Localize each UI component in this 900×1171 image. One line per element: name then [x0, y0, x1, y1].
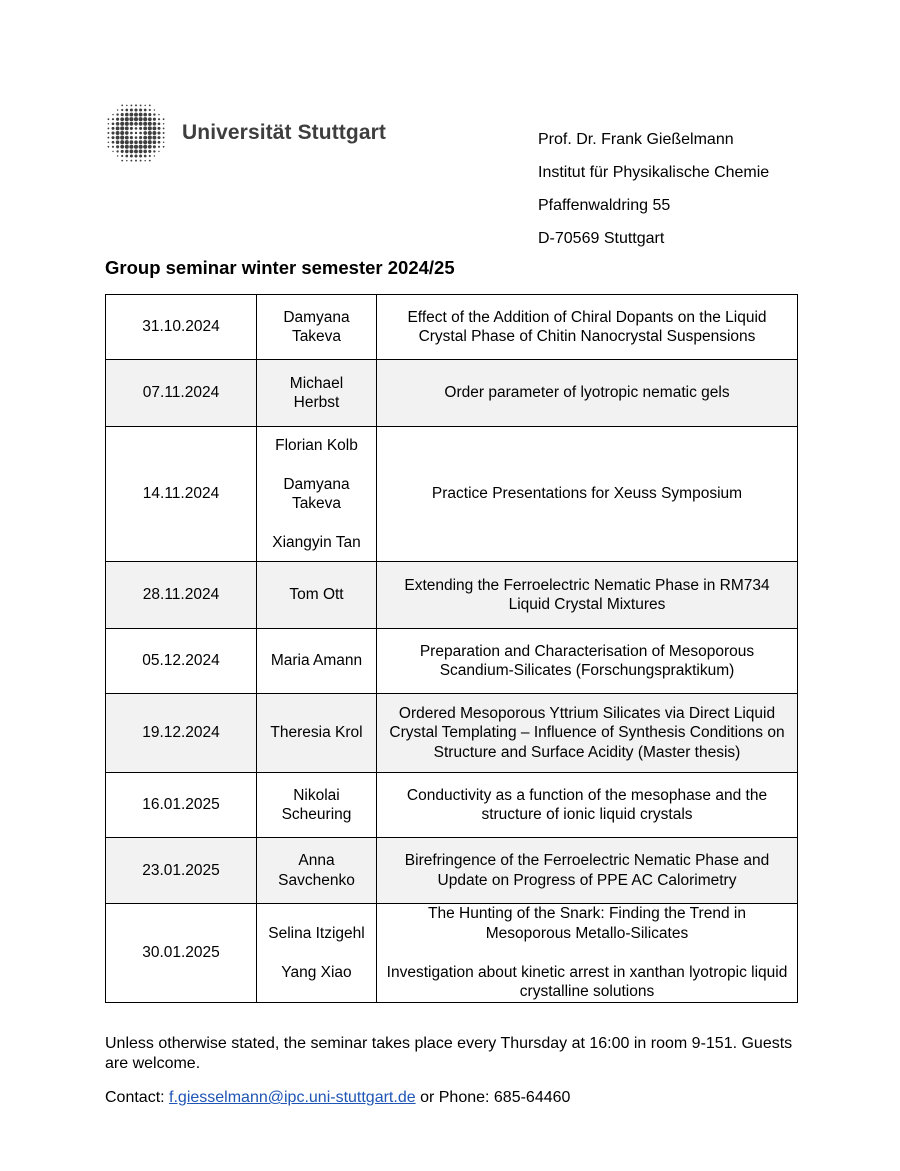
topic-title: The Hunting of the Snark: Finding the Trend in Mesoporous Metallo-Silicates	[428, 905, 746, 942]
logo-dot	[120, 126, 124, 130]
logo-dot	[158, 141, 161, 144]
logo-dot	[153, 140, 157, 144]
logo-dot	[121, 160, 123, 162]
logo-text: Universität Stuttgart	[182, 121, 386, 144]
logo-dot	[148, 122, 152, 126]
logo-dot	[143, 140, 147, 144]
row-speakers	[257, 629, 377, 694]
logo-dot	[139, 108, 142, 111]
logo-dot	[158, 151, 159, 152]
table-row	[106, 562, 798, 629]
logo-dot	[134, 149, 138, 153]
logo-dot	[163, 118, 165, 120]
logo-dot	[139, 132, 142, 135]
logo-dot	[112, 114, 113, 115]
logo-dot	[143, 117, 147, 121]
logo-dot	[148, 145, 152, 149]
logo-dot	[143, 145, 147, 149]
logo-dot	[126, 160, 128, 162]
row-topic	[377, 904, 798, 1003]
speaker-name: Damyana Takeva	[283, 308, 350, 345]
seminar-schedule-table	[105, 294, 798, 1003]
logo-dot	[125, 155, 128, 158]
logo-dot	[125, 140, 129, 144]
topic-title: Birefringence of the Ferroelectric Nematic Phase and Update on Progress of PPE AC Calorimetry	[404, 852, 770, 889]
topic-title: Effect of the Addition of Chiral Dopants on the Liquid Crystal Phase of Chitin Nanocrystal Suspensions	[407, 308, 767, 345]
row-date: 07.11.2024	[106, 360, 257, 427]
logo-dot	[144, 109, 147, 112]
contact-phone: or Phone: 685-64460	[415, 1089, 571, 1106]
topic-title: Order parameter of lyotropic nematic gels	[444, 384, 730, 402]
logo-dot	[144, 155, 147, 158]
logo-dot	[116, 136, 120, 140]
logo-dot	[157, 136, 160, 139]
logo-dot	[112, 118, 114, 120]
logo-dot	[157, 127, 160, 130]
logo-dot	[158, 118, 160, 120]
logo-dot	[116, 140, 120, 144]
row-topic	[377, 360, 798, 427]
logo-dot	[139, 117, 143, 121]
logo-dot	[116, 131, 120, 135]
logo-dot	[139, 136, 142, 139]
logo-dot	[112, 141, 115, 144]
logo-dot	[148, 113, 151, 116]
logo-dot	[135, 136, 138, 139]
logo-dot	[125, 117, 129, 121]
topic-title: Preparation and Characterisation of Mesoporous Scandium-Silicates (Forschungspraktikum)	[419, 642, 755, 679]
logo-dot	[111, 131, 114, 134]
logo-dot	[116, 118, 119, 121]
logo-dot	[139, 122, 143, 126]
speaker-name: Anna Savchenko	[278, 852, 355, 889]
seminar-note: Unless otherwise stated, the seminar takes place every Thursday at 16:00 in room 9-151. Guests are welcome.	[105, 1035, 793, 1072]
logo-dot	[143, 122, 147, 126]
logo-dot	[149, 109, 151, 111]
table-row	[106, 629, 798, 694]
row-date: 23.01.2025	[106, 838, 257, 904]
speaker-name: Damyana Takeva	[283, 475, 350, 512]
row-date: 31.10.2024	[106, 295, 257, 360]
logo-dot	[139, 113, 143, 117]
table-row	[106, 904, 798, 1003]
topic-title: Investigation about kinetic arrest in xanthan lyotropic liquid crystalline solutions	[386, 963, 788, 1000]
logo-dot	[126, 105, 128, 107]
row-topic	[377, 629, 798, 694]
logo-dot	[107, 132, 109, 134]
logo-dot	[158, 146, 160, 148]
logo-dot	[134, 145, 138, 149]
logo-dot	[121, 155, 123, 157]
logo-dot	[130, 122, 134, 126]
row-speakers	[257, 694, 377, 773]
logo-dot	[130, 136, 133, 139]
logo-dot	[135, 104, 137, 106]
table-row	[106, 773, 798, 838]
logo-dot	[139, 145, 143, 149]
logo-dot	[163, 137, 165, 139]
topic-title: Conductivity as a function of the mesophase and the structure of ionic liquid crystals	[406, 786, 768, 823]
logo-dot	[149, 160, 151, 162]
logo-dot	[143, 150, 147, 154]
row-speakers	[257, 838, 377, 904]
logo-dot	[149, 155, 151, 157]
logo-dot	[140, 104, 142, 106]
logo-dot	[120, 136, 124, 140]
logo-dot	[153, 118, 156, 121]
logo-dot	[117, 109, 118, 110]
logo-dot	[121, 105, 123, 107]
logo-dot	[144, 160, 146, 162]
row-topic	[377, 562, 798, 629]
logo-dot	[140, 160, 142, 162]
logo-dot	[158, 122, 161, 125]
logo-dot	[158, 114, 159, 115]
row-speakers	[257, 295, 377, 360]
table-row	[106, 360, 798, 427]
logo-dot	[139, 149, 143, 153]
logo-dot	[108, 123, 110, 125]
speaker-name: Tom Ott	[289, 586, 344, 604]
logo-dot	[148, 150, 151, 153]
row-date: 05.12.2024	[106, 629, 257, 694]
logo-dot	[107, 137, 109, 139]
address-line-institute: Institut für Physikalische Chemie	[538, 164, 770, 181]
topic-title: Ordered Mesoporous Yttrium Silicates via Direct Liquid Crystal Templating – Influence of Synthesis Conditions on Structure and Surface Acidity (Master thesis)	[389, 704, 785, 761]
contact-email-link[interactable]: f.giesselmann@ipc.uni-stuttgart.de	[169, 1089, 416, 1106]
logo-dot	[130, 108, 133, 111]
speaker-name: Yang Xiao	[281, 963, 352, 981]
logo-dot	[154, 155, 155, 156]
page-title: Group seminar winter semester 2024/25	[105, 257, 455, 278]
logo-dot	[163, 127, 165, 129]
logo-dot	[163, 141, 165, 143]
logo-dot	[130, 154, 133, 157]
logo-dot	[139, 140, 143, 144]
logo-dot	[152, 136, 156, 140]
row-date: 28.11.2024	[106, 562, 257, 629]
speaker-name: Florian Kolb	[275, 436, 358, 454]
logo-dot	[112, 122, 115, 125]
logo-dot	[148, 131, 152, 135]
logo-dot	[116, 145, 119, 148]
topic-title: Extending the Ferroelectric Nematic Phase in RM734 Liquid Crystal Mixtures	[404, 576, 770, 613]
row-speakers	[257, 904, 377, 1003]
logo-dot	[125, 145, 129, 149]
contact-line	[105, 1088, 570, 1108]
speaker-name: Nikolai Scheuring	[281, 786, 352, 823]
logo-dot	[130, 132, 133, 135]
contact-prefix: Contact:	[105, 1089, 170, 1106]
logo-dot	[108, 118, 110, 120]
logo-dot	[112, 146, 114, 148]
logo-dot	[153, 122, 157, 126]
logo-dot	[163, 132, 165, 134]
address-line-name: Prof. Dr. Frank Gießelmann	[538, 131, 734, 148]
logo-dot	[144, 105, 146, 107]
row-topic	[377, 427, 798, 562]
address-line-city: D-70569 Stuttgart	[538, 230, 665, 247]
logo-dot	[125, 127, 129, 131]
logo-dot	[143, 136, 147, 140]
logo-dot	[116, 113, 118, 115]
logo-dot	[125, 113, 129, 117]
row-speakers	[257, 427, 377, 562]
address-block	[538, 123, 769, 255]
logo-dot	[121, 113, 124, 116]
logo-dot	[108, 141, 110, 143]
logo-dot	[130, 127, 133, 130]
logo-dot	[134, 140, 138, 144]
logo-dot	[152, 126, 156, 130]
table-row	[106, 694, 798, 773]
logo-dot	[135, 132, 137, 134]
logo-dot	[152, 131, 156, 135]
logo-dot	[129, 117, 133, 121]
table-row	[106, 838, 798, 904]
logo-dot	[120, 117, 124, 121]
logo-dot	[111, 136, 114, 139]
logo-dot	[125, 122, 129, 126]
logo-dot	[148, 136, 152, 140]
logo-dot	[129, 149, 133, 153]
logo-dot	[153, 113, 155, 115]
logo-dot	[116, 126, 120, 130]
logo-dot	[107, 127, 109, 129]
row-speakers	[257, 360, 377, 427]
logo-dot	[143, 131, 147, 135]
speaker-name: Xiangyin Tan	[272, 534, 361, 551]
university-logo	[104, 101, 386, 165]
speaker-name: Theresia Krol	[270, 724, 363, 742]
row-topic	[377, 295, 798, 360]
row-topic	[377, 694, 798, 773]
logo-dot	[134, 122, 138, 126]
logo-dot	[139, 154, 142, 157]
logo-dot	[129, 145, 133, 149]
row-topic	[377, 773, 798, 838]
logo-dot	[116, 122, 120, 126]
row-speakers	[257, 562, 377, 629]
logo-dot	[134, 154, 137, 157]
logo-dot	[148, 140, 152, 144]
logo-dot	[121, 109, 123, 111]
row-speakers	[257, 773, 377, 838]
logo-dot	[129, 113, 133, 117]
logo-dot	[135, 127, 138, 130]
logo-dot	[108, 146, 110, 148]
logo-dot	[120, 122, 124, 126]
logo-dot	[120, 131, 124, 135]
logo-dot	[134, 117, 138, 121]
logo-dot	[130, 160, 132, 162]
logo-dot	[134, 113, 138, 117]
logo-dot	[130, 104, 132, 106]
logo-dot	[153, 145, 156, 148]
row-date: 19.12.2024	[106, 694, 257, 773]
logo-dot	[163, 123, 165, 125]
logo-dot	[120, 145, 124, 149]
topic-title: Practice Presentations for Xeuss Symposium	[431, 485, 743, 503]
logo-dot	[153, 150, 155, 152]
row-date: 14.11.2024	[106, 427, 257, 562]
logo-dot	[117, 155, 118, 156]
logo-dot	[112, 151, 113, 152]
logo-dot	[125, 150, 129, 154]
logo-dot	[120, 140, 124, 144]
logo-dot	[135, 160, 137, 162]
speaker-name: Maria Amann	[270, 652, 363, 670]
logo-dot	[125, 131, 129, 135]
logo-dot	[148, 117, 152, 121]
university-logo-mark-icon	[104, 101, 168, 165]
row-date: 30.01.2025	[106, 904, 257, 1003]
logo-dot	[157, 131, 160, 134]
table-row	[106, 427, 798, 562]
logo-dot	[148, 126, 152, 130]
speaker-name: Selina Itzigehl	[268, 924, 365, 942]
logo-dot	[116, 150, 118, 152]
logo-dot	[130, 140, 134, 144]
logo-dot	[143, 127, 147, 131]
logo-dot	[111, 127, 114, 130]
logo-dot	[143, 113, 147, 117]
logo-dot	[125, 109, 128, 112]
address-line-street: Pfaffenwaldring 55	[538, 197, 671, 214]
row-topic	[377, 838, 798, 904]
logo-dot	[139, 127, 142, 130]
logo-dot	[154, 109, 155, 110]
logo-dot	[121, 150, 124, 153]
table-row	[106, 295, 798, 360]
logo-dot	[125, 136, 129, 140]
row-date: 16.01.2025	[106, 773, 257, 838]
logo-dot	[163, 146, 165, 148]
speaker-name: Michael Herbst	[289, 374, 344, 411]
logo-dot	[134, 108, 137, 111]
logo-dot	[149, 105, 151, 107]
